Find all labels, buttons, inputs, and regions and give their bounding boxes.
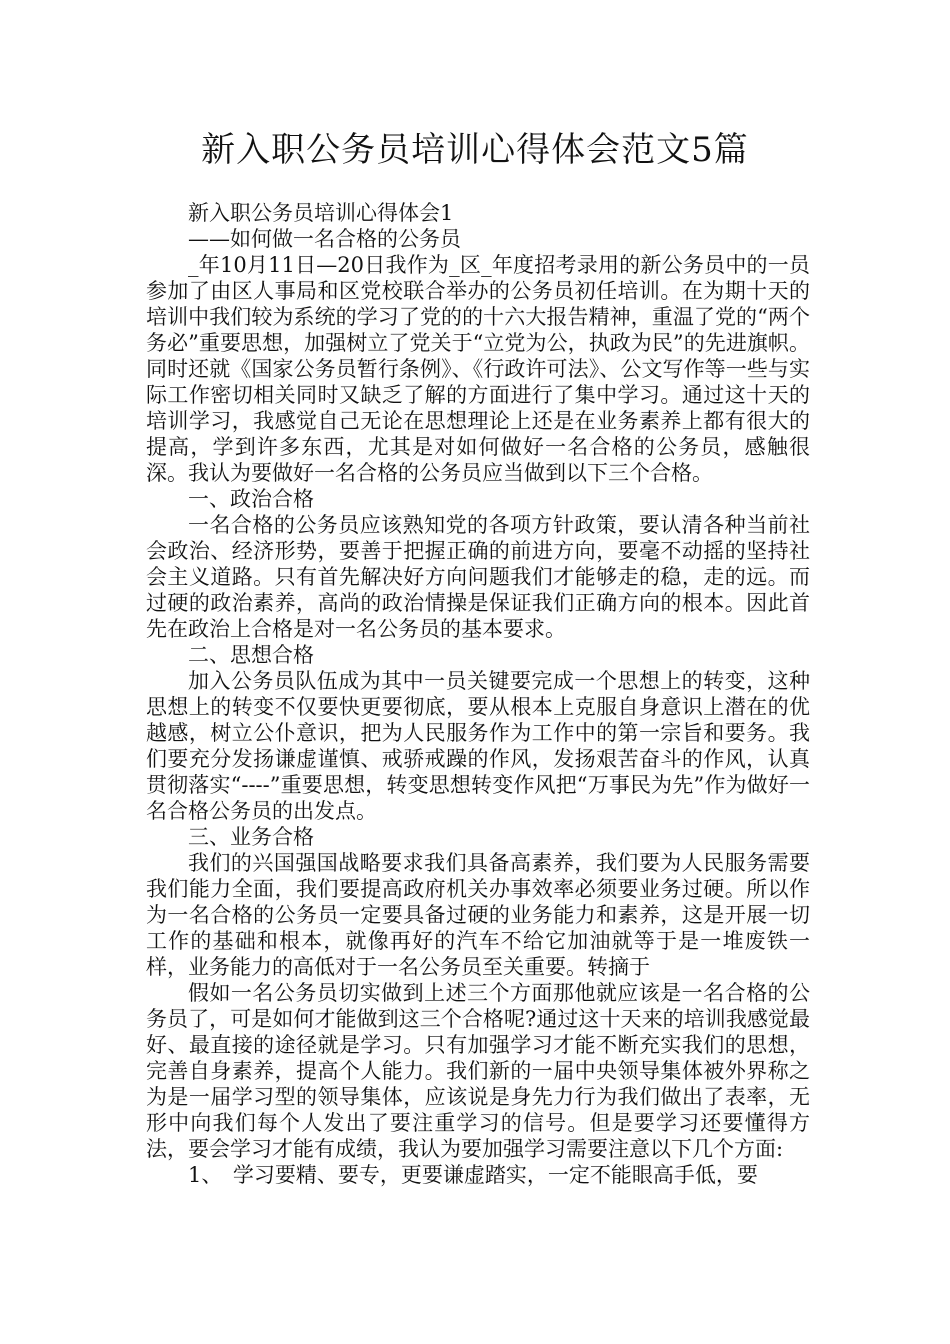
paragraph-political: 一名合格的公务员应该熟知党的各项方针政策，要认清各种当前社会政治、经济形势，要善于把握正确的前进方向，要毫不动摇的坚持社会主义道路。只有首先解决好方向问题我们才能够走的稳，走的远。而过硬的政治素养，高尚的政治情操是保证我们正确方向的根本。因此首先在政治上合格是对一名公务员的基本要求。	[146, 513, 810, 641]
paragraph-business: 我们的兴国强国战略要求我们具备高素养，我们要为人民服务需要我们能力全面，我们要提高政府机关办事效率必须要业务过硬。所以作为一名合格的公务员一定要具备过硬的业务能力和素养，这是开展一切工作的基础和根本，就像再好的汽车不给它加油就等于是一堆废铁一样，业务能力的高低对于一名公务员至关重要。转摘于	[146, 851, 810, 979]
section-heading: 新入职公务员培训心得体会1	[188, 201, 454, 225]
heading-business: 三、业务合格	[188, 825, 314, 849]
document-title: 新入职公务员培训心得体会范文5篇	[201, 130, 749, 170]
heading-political: 一、政治合格	[188, 487, 314, 511]
heading-thought: 二、思想合格	[188, 643, 314, 667]
paragraph-learning: 假如一名公务员切实做到上述三个方面那他就应该是一名合格的公务员了，可是如何才能做到这三个合格呢?通过这十天来的培训我感觉最好、最直接的途径就是学习。只有加强学习才能不断充实我们的思想，完善自身素养，提高个人能力。我们新的一届中央领导集体被外界称之为是一届学习型的领导集体，应该说是身先力行为我们做出了表率，无形中向我们每个人发出了要注重学习的信号。但是要学习还要懂得方法，要会学习才能有成绩，我认为要加强学习需要注意以下几个方面:	[146, 981, 810, 1161]
subtitle: ——如何做一名合格的公务员	[188, 227, 461, 251]
paragraph-thought: 加入公务员队伍成为其中一员关键要完成一个思想上的转变，这种思想上的转变不仅要快更要彻底，要从根本上克服自身意识上潜在的优越感，树立公仆意识，把为人民服务作为工作中的第一宗旨和要务。我们要充分发扬谦虚谨慎、戒骄戒躁的作风，发扬艰苦奋斗的作风，认真贯彻落实“----”重要思想，转变思想转变作风把“万事民为先”作为做好一名合格公务员的出发点。	[146, 669, 810, 823]
document-body	[146, 200, 810, 1188]
paragraph-intro: _年10月11日—20日我作为_区_年度招考录用的新公务员中的一员参加了由区人事局和区党校联合举办的公务员初任培训。在为期十天的培训中我们较为系统的学习了党的的十六大报告精神，重温了党的“两个务必”重要思想，加强树立了党关于“立党为公，执政为民”的先进旗帜。同时还就《国家公务员暂行条例》、《行政许可法》、公文写作等一些与实际工作密切相关同时又缺乏了解的方面进行了集中学习。通过这十天的培训学习，我感觉自己无论在思想理论上还是在业务素养上都有很大的提高，学到许多东西，尤其是对如何做好一名合格的公务员，感触很深。我认为要做好一名合格的公务员应当做到以下三个合格。	[146, 253, 810, 485]
list-item-1: 1、 学习要精、要专，更要谦虚踏实，一定不能眼高手低，要	[188, 1163, 758, 1187]
